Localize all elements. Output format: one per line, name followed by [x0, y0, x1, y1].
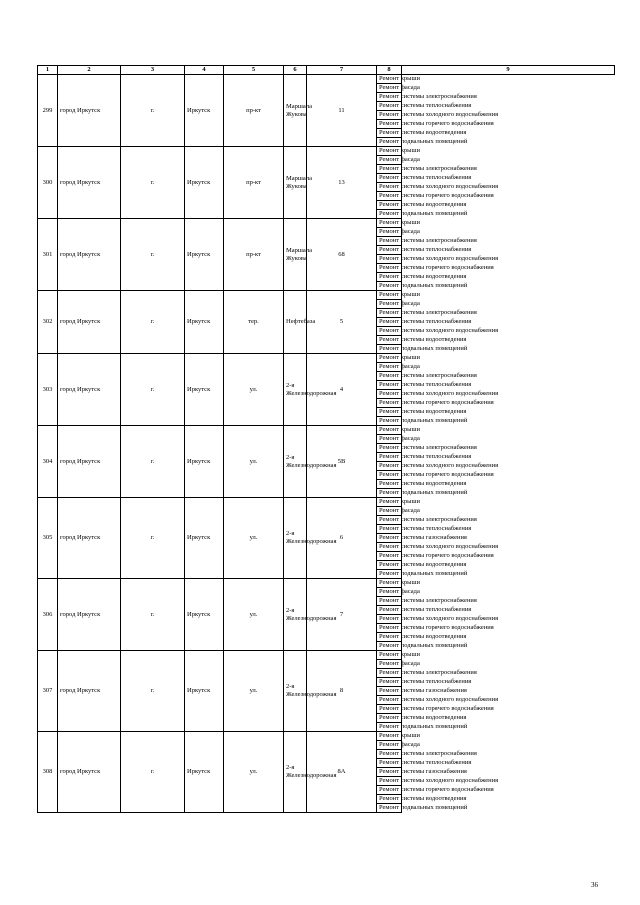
street-cell: 2-я Железнодорожная	[284, 426, 307, 498]
work-item-cell: Ремонт системы холодного водоснабжения	[377, 543, 402, 552]
house-cell: 8	[307, 651, 377, 732]
work-item-cell: Ремонт фасада	[377, 660, 402, 669]
work-item-cell: Ремонт системы холодного водоснабжения	[377, 327, 402, 336]
street-cell: Маршала Жукова	[284, 219, 307, 291]
work-item-cell: Ремонт подвальных помещений	[377, 723, 402, 732]
work-item-cell: Ремонт системы холодного водоснабжения	[377, 777, 402, 786]
table-row	[38, 147, 615, 156]
work-item-cell: Ремонт системы электроснабжения	[377, 93, 402, 102]
work-item-cell: Ремонт системы водоотведения	[377, 273, 402, 282]
row-number-cell: 304	[38, 426, 58, 498]
work-item-cell: Ремонт подвальных помещений	[377, 489, 402, 498]
work-item-cell: Ремонт системы горячего водоснабжения	[377, 399, 402, 408]
work-item-cell: Ремонт системы электроснабжения	[377, 237, 402, 246]
work-item-cell: Ремонт системы холодного водоснабжения	[377, 696, 402, 705]
work-item-cell: Ремонт фасада	[377, 741, 402, 750]
work-item-cell: Ремонт системы водоотведения	[377, 480, 402, 489]
work-item-cell: Ремонт крыши	[377, 498, 402, 507]
work-item-cell: Ремонт системы газоснабжения	[377, 534, 402, 543]
row-number-cell: 308	[38, 732, 58, 813]
locality-cell: Иркутск	[185, 732, 224, 813]
district-cell: город Иркутск	[58, 147, 121, 219]
header-cell: 5	[224, 66, 284, 75]
work-item-cell: Ремонт системы электроснабжения	[377, 444, 402, 453]
house-cell: 6	[307, 498, 377, 579]
work-item-cell: Ремонт системы газоснабжения	[377, 687, 402, 696]
street-type-cell: ул.	[224, 732, 284, 813]
locality-type-cell: г.	[121, 219, 185, 291]
work-item-cell: Ремонт системы электроснабжения	[377, 597, 402, 606]
work-item-cell: Ремонт крыши	[377, 75, 402, 84]
table-row	[38, 579, 615, 588]
street-type-cell: ул.	[224, 498, 284, 579]
work-item-cell: Ремонт подвальных помещений	[377, 570, 402, 579]
work-item-cell: Ремонт системы водоотведения	[377, 129, 402, 138]
header-cell: 7	[307, 66, 377, 75]
work-item-cell: Ремонт крыши	[377, 651, 402, 660]
locality-cell: Иркутск	[185, 291, 224, 354]
table-row	[38, 426, 615, 435]
district-cell: город Иркутск	[58, 732, 121, 813]
work-item-cell: Ремонт системы теплоснабжения	[377, 102, 402, 111]
house-cell: 11	[307, 75, 377, 147]
work-item-cell: Ремонт фасада	[377, 228, 402, 237]
house-cell: 7	[307, 579, 377, 651]
work-item-cell: Ремонт системы холодного водоснабжения	[377, 615, 402, 624]
district-cell: город Иркутск	[58, 651, 121, 732]
row-number-cell: 305	[38, 498, 58, 579]
work-item-cell: Ремонт системы холодного водоснабжения	[377, 462, 402, 471]
work-item-cell: Ремонт крыши	[377, 291, 402, 300]
work-item-cell: Ремонт системы теплоснабжения	[377, 453, 402, 462]
locality-cell: Иркутск	[185, 498, 224, 579]
row-number-cell: 300	[38, 147, 58, 219]
work-item-cell: Ремонт системы водоотведения	[377, 336, 402, 345]
house-cell: 8А	[307, 732, 377, 813]
row-number-cell: 307	[38, 651, 58, 732]
work-item-cell: Ремонт системы теплоснабжения	[377, 525, 402, 534]
street-type-cell: ул.	[224, 354, 284, 426]
header-cell: 6	[284, 66, 307, 75]
work-item-cell: Ремонт крыши	[377, 147, 402, 156]
work-item-cell: Ремонт системы горячего водоснабжения	[377, 705, 402, 714]
locality-cell: Иркутск	[185, 426, 224, 498]
work-item-cell: Ремонт системы водоотведения	[377, 561, 402, 570]
work-item-cell: Ремонт системы теплоснабжения	[377, 246, 402, 255]
work-item-cell: Ремонт фасада	[377, 84, 402, 93]
district-cell: город Иркутск	[58, 75, 121, 147]
header-cell: 9	[402, 66, 615, 75]
work-item-cell: Ремонт системы электроснабжения	[377, 750, 402, 759]
work-item-cell: Ремонт подвальных помещений	[377, 804, 402, 813]
work-item-cell: Ремонт системы электроснабжения	[377, 669, 402, 678]
header-cell: 2	[58, 66, 121, 75]
locality-type-cell: г.	[121, 651, 185, 732]
work-item-cell: Ремонт подвальных помещений	[377, 345, 402, 354]
work-item-cell: Ремонт системы теплоснабжения	[377, 606, 402, 615]
row-number-cell: 303	[38, 354, 58, 426]
header-cell: 3	[121, 66, 185, 75]
locality-type-cell: г.	[121, 426, 185, 498]
work-item-cell: Ремонт системы водоотведения	[377, 633, 402, 642]
street-type-cell: ул.	[224, 579, 284, 651]
house-cell: 4	[307, 354, 377, 426]
district-cell: город Иркутск	[58, 579, 121, 651]
street-type-cell: пр-кт	[224, 75, 284, 147]
table-row	[38, 354, 615, 363]
street-cell: 2-я Железнодорожная	[284, 354, 307, 426]
work-item-cell: Ремонт системы водоотведения	[377, 795, 402, 804]
row-number-cell: 301	[38, 219, 58, 291]
district-cell: город Иркутск	[58, 426, 121, 498]
header-cell: 1	[38, 66, 58, 75]
work-item-cell: Ремонт крыши	[377, 426, 402, 435]
district-cell: город Иркутск	[58, 219, 121, 291]
work-item-cell: Ремонт системы холодного водоснабжения	[377, 390, 402, 399]
work-item-cell: Ремонт системы электроснабжения	[377, 165, 402, 174]
work-item-cell: Ремонт крыши	[377, 732, 402, 741]
street-cell: 2-я Железнодорожная	[284, 498, 307, 579]
locality-type-cell: г.	[121, 147, 185, 219]
work-item-cell: Ремонт системы водоотведения	[377, 714, 402, 723]
work-item-cell: Ремонт подвальных помещений	[377, 642, 402, 651]
district-cell: город Иркутск	[58, 291, 121, 354]
work-item-cell: Ремонт системы электроснабжения	[377, 372, 402, 381]
work-item-cell: Ремонт фасада	[377, 363, 402, 372]
street-cell: 2-я Железнодорожная	[284, 651, 307, 732]
work-item-cell: Ремонт фасада	[377, 156, 402, 165]
street-cell: Маршала Жукова	[284, 75, 307, 147]
work-item-cell: Ремонт подвальных помещений	[377, 282, 402, 291]
work-item-cell: Ремонт фасада	[377, 588, 402, 597]
header-cell: 8	[377, 66, 402, 75]
page-number: 36	[591, 881, 598, 889]
work-item-cell: Ремонт подвальных помещений	[377, 138, 402, 147]
street-cell: 2-я Железнодорожная	[284, 732, 307, 813]
house-cell: 5В	[307, 426, 377, 498]
work-item-cell: Ремонт фасада	[377, 507, 402, 516]
street-cell: Маршала Жукова	[284, 147, 307, 219]
work-item-cell: Ремонт системы холодного водоснабжения	[377, 111, 402, 120]
work-item-cell: Ремонт системы теплоснабжения	[377, 318, 402, 327]
house-cell: 5	[307, 291, 377, 354]
work-item-cell: Ремонт системы горячего водоснабжения	[377, 471, 402, 480]
work-item-cell: Ремонт системы электроснабжения	[377, 516, 402, 525]
work-item-cell: Ремонт подвальных помещений	[377, 210, 402, 219]
table-row	[38, 732, 615, 741]
works-table	[37, 65, 615, 813]
house-cell: 68	[307, 219, 377, 291]
locality-type-cell: г.	[121, 732, 185, 813]
header-cell: 4	[185, 66, 224, 75]
locality-type-cell: г.	[121, 579, 185, 651]
work-item-cell: Ремонт системы горячего водоснабжения	[377, 624, 402, 633]
work-item-cell: Ремонт системы горячего водоснабжения	[377, 786, 402, 795]
work-item-cell: Ремонт системы горячего водоснабжения	[377, 120, 402, 129]
district-cell: город Иркутск	[58, 498, 121, 579]
street-type-cell: ул.	[224, 651, 284, 732]
row-number-cell: 299	[38, 75, 58, 147]
street-type-cell: тер.	[224, 291, 284, 354]
street-cell: Нефтебаза	[284, 291, 307, 354]
locality-cell: Иркутск	[185, 219, 224, 291]
work-item-cell: Ремонт системы теплоснабжения	[377, 174, 402, 183]
table-row	[38, 651, 615, 660]
work-item-cell: Ремонт системы теплоснабжения	[377, 759, 402, 768]
work-item-cell: Ремонт системы водоотведения	[377, 408, 402, 417]
street-type-cell: пр-кт	[224, 147, 284, 219]
work-item-cell: Ремонт крыши	[377, 579, 402, 588]
street-type-cell: пр-кт	[224, 219, 284, 291]
work-item-cell: Ремонт крыши	[377, 354, 402, 363]
locality-cell: Иркутск	[185, 354, 224, 426]
work-item-cell: Ремонт крыши	[377, 219, 402, 228]
work-item-cell: Ремонт системы горячего водоснабжения	[377, 192, 402, 201]
work-item-cell: Ремонт системы холодного водоснабжения	[377, 183, 402, 192]
work-item-cell: Ремонт подвальных помещений	[377, 417, 402, 426]
work-item-cell: Ремонт системы горячего водоснабжения	[377, 552, 402, 561]
street-cell: 2-я Железнодорожная	[284, 579, 307, 651]
locality-type-cell: г.	[121, 498, 185, 579]
district-cell: город Иркутск	[58, 354, 121, 426]
work-item-cell: Ремонт системы холодного водоснабжения	[377, 255, 402, 264]
table-row	[38, 291, 615, 300]
table-row	[38, 498, 615, 507]
work-item-cell: Ремонт системы теплоснабжения	[377, 381, 402, 390]
work-item-cell: Ремонт системы теплоснабжения	[377, 678, 402, 687]
work-item-cell: Ремонт системы электроснабжения	[377, 309, 402, 318]
locality-type-cell: г.	[121, 354, 185, 426]
street-type-cell: ул.	[224, 426, 284, 498]
locality-type-cell: г.	[121, 75, 185, 147]
table-header-row	[38, 66, 615, 75]
work-item-cell: Ремонт системы газоснабжения	[377, 768, 402, 777]
table-row	[38, 219, 615, 228]
locality-cell: Иркутск	[185, 579, 224, 651]
table-row	[38, 75, 615, 84]
row-number-cell: 306	[38, 579, 58, 651]
locality-cell: Иркутск	[185, 75, 224, 147]
locality-cell: Иркутск	[185, 651, 224, 732]
work-item-cell: Ремонт системы водоотведения	[377, 201, 402, 210]
house-cell: 13	[307, 147, 377, 219]
work-item-cell: Ремонт системы горячего водоснабжения	[377, 264, 402, 273]
row-number-cell: 302	[38, 291, 58, 354]
locality-cell: Иркутск	[185, 147, 224, 219]
locality-type-cell: г.	[121, 291, 185, 354]
work-item-cell: Ремонт фасада	[377, 300, 402, 309]
work-item-cell: Ремонт фасада	[377, 435, 402, 444]
